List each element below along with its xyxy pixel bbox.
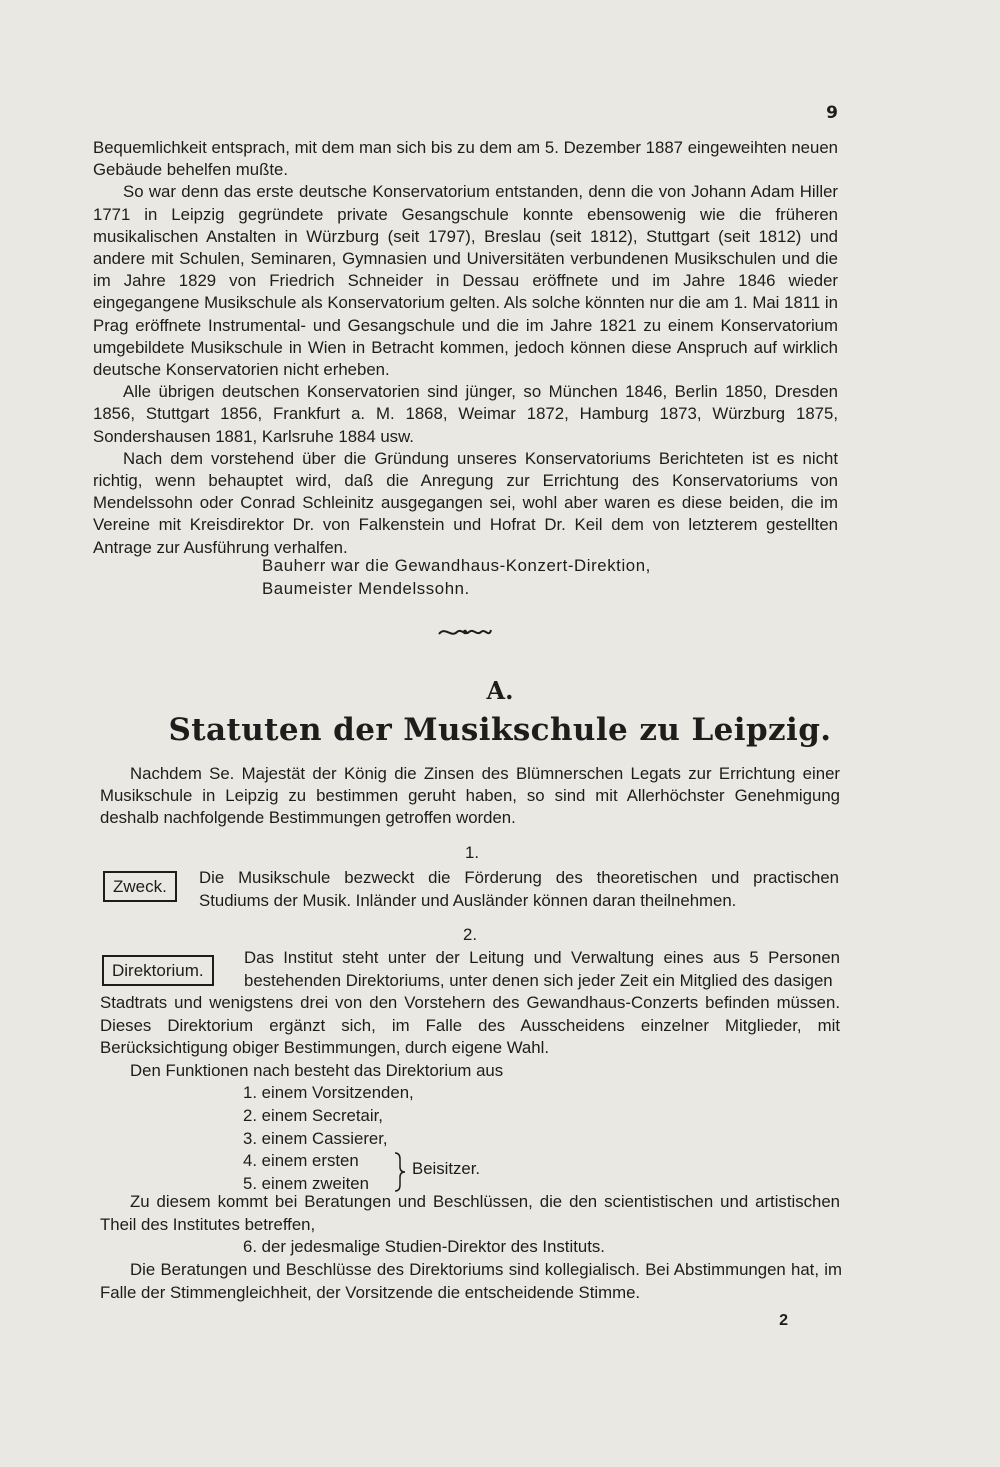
list-item: 1. einem Vorsitzenden,	[243, 1083, 414, 1102]
functions-intro: Den Funktionen nach besteht das Direktorium aus	[130, 1060, 504, 1080]
list-item: 2. einem Secretair,	[243, 1105, 383, 1125]
ornament-divider-icon	[435, 622, 495, 642]
article-text: Die Musikschule bezweckt die Förderung des theoretischen und practischen Studiums der Musik. Inländer und Ausländer können daran theilnehmen.	[199, 868, 839, 910]
section-letter: A.	[486, 676, 514, 705]
intro-paragraph: So war denn das erste deutsche Konservatorium entstanden, denn die von Johann Adam Hiller 1771 in Leipzig gegründete private Gesangschule konnte ebensowenig wie die früheren musikalischen Anstalten in Würzburg (seit 1797), Breslau (seit 1812), Stuttgart (seit 1812) und andere mit Schulen, Seminaren, Gymnasien und Universitäten verbundenen Musikschulen und die im Jahre 1829 von Friedrich Schneider in Dessau eröffnete und im Jahre 1846 wieder eingegangene Musikschule als Konservatorium gelten. Als solche könnten nur die am 1. Mai 1811 in Prag eröffnete Instrumental- und Gesangschule und die im Jahre 1821 zu einem Konservatorium umgebildete Musikschule in Wien in Betracht kommen, jedoch können diese Anspruch auf wirklich deutsche Konservatorien nicht erheben.	[93, 182, 838, 380]
intro-paragraph: Bequemlichkeit entsprach, mit dem man sich bis zu dem am 5. Dezember 1887 eingeweihten neuen Gebäude behelfen mußte.	[93, 138, 838, 180]
margin-label-box: Direktorium.	[102, 955, 214, 986]
list-item: 6. der jedesmalige Studien-Direktor des Instituts.	[243, 1237, 605, 1256]
brace-label: Beisitzer.	[412, 1159, 481, 1178]
addition-text: Zu diesem kommt bei Beratungen und Beschlüssen, die den scientistischen und artistischen Theil des Institutes betreffen,	[100, 1192, 840, 1234]
signature-line-architect: Baumeister Mendelssohn.	[262, 579, 470, 598]
sheet-number: 2	[779, 1312, 788, 1329]
right-brace-icon	[393, 1151, 407, 1193]
article-text-continued	[100, 992, 840, 1082]
functions-list	[243, 1082, 414, 1150]
article-number: 2.	[463, 925, 477, 944]
intro-text	[93, 137, 838, 559]
article-paragraph: Stadtrats und wenigstens drei von den Vorstehern des Gewandhaus-Conzerts befinden müssen. Dieses Direktorium ergänzt sich, im Falle des Ausscheidens einzelner Mitglieder, mit Berücksichtigung obiger Bestimmungen, durch eigene Wahl.	[100, 993, 840, 1058]
page-title: Statuten der Musikschule zu Leipzig.	[168, 712, 832, 748]
page-number: 9	[826, 103, 838, 123]
list-item: 4. einem ersten	[243, 1151, 359, 1170]
signature-line-builder: Bauherr war die Gewandhaus-Konzert-Direktion,	[262, 556, 651, 575]
margin-label-box: Zweck.	[103, 871, 177, 902]
intro-paragraph: Alle übrigen deutschen Konservatorien sind jünger, so München 1846, Berlin 1850, Dresden 1856, Stuttgart 1856, Frankfurt a. M. 1868, Weimar 1872, Hamburg 1873, Würzburg 1875, Sondershausen 1881, Karlsruhe 1884 usw.	[93, 382, 838, 446]
article-text: Das Institut steht unter der Leitung und Verwaltung eines aus 5 Personen bestehenden Direktoriums, unter denen sich jeder Zeit ein Mitglied des dasigen	[244, 948, 840, 990]
intro-paragraph: Nach dem vorstehend über die Gründung unseres Konservatoriums Berichteten ist es nicht richtig, wenn behauptet wird, daß die Anregung zur Errichtung des Konservatoriums von Mendelssohn oder Conrad Schleinitz ausgegangen sei, wohl aber waren es diese beiden, die im Vereine mit Kreisdirektor Dr. von Falkenstein und Hofrat Dr. Keil dem von letzterem gestellten Antrage zur Ausführung verhalfen.	[93, 448, 838, 557]
functions-list	[243, 1150, 369, 1196]
article-number: 1.	[465, 843, 479, 862]
list-item: 5. einem zweiten	[243, 1173, 369, 1193]
closing-text: Die Beratungen und Beschlüsse des Direktoriums sind kollegialisch. Bei Abstimmungen hat, im Falle der Stimmengleichheit, der Vorsitzende die entscheidende Stimme.	[100, 1260, 842, 1302]
preamble-text: Nachdem Se. Majestät der König die Zinsen des Blümnerschen Legats zur Errichtung einer Musikschule in Leipzig zu bestimmen geruht haben, so sind mit Allerhöchster Genehmigung deshalb nachfolgende Bestimmungen getroffen worden.	[100, 764, 840, 828]
list-item: 3. einem Cassierer,	[243, 1128, 388, 1148]
